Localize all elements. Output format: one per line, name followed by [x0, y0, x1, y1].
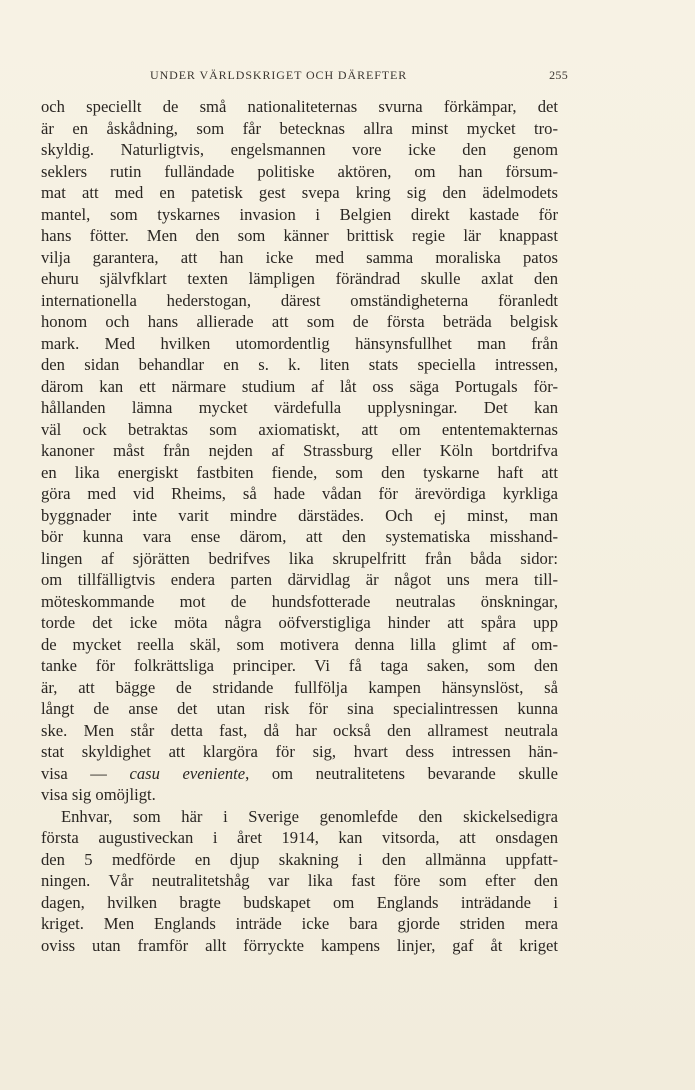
text-line: vilja garantera, att han icke med samma moraliska patos — [41, 247, 558, 267]
text-line: dagen, hvilken bragte budskapet om Englands inträdande i — [41, 892, 558, 912]
text-run: visa — — [41, 763, 130, 783]
text-line: bör kunna vara ense därom, att den systematiska misshand- — [41, 527, 558, 546]
text-line: därom kan ett närmare studium af låt oss säga Portugals för- — [41, 376, 558, 396]
text-line: honom och hans allierade att som de första beträda belgisk — [41, 312, 558, 331]
text-line: är en åskådning, som får betecknas allra minst mycket tro- — [41, 118, 558, 138]
text-line: är, att bägge de stridande fullfölja kampen hänsynslöst, så — [41, 677, 558, 697]
text-line: långt de anse det utan risk för sina specialintressen kunna — [41, 699, 558, 718]
text-line: Enhvar, som här i Sverige genomlefde den skickelsedigra — [61, 806, 558, 826]
running-title: UNDER VÄRLDSKRIGET OCH DÄREFTER — [150, 68, 408, 82]
text-line: de mycket reella skäl, som motivera denna lilla glimt af om- — [41, 634, 558, 654]
text-line: göra med vid Rheims, så hade vådan för ärevördiga kyrkliga — [41, 484, 558, 503]
text-line: lingen af sjörätten bedrifves lika skrupelfritt från båda sidor: — [41, 548, 558, 568]
text-line: ningen. Vår neutralitetshåg var lika fast före som efter den — [41, 871, 558, 890]
running-header — [150, 68, 568, 84]
text-line: ske. Men står detta fast, då har också den allramest neutrala — [41, 720, 558, 740]
text-line: hans fötter. Men den som känner brittisk regie lär knappast — [41, 226, 558, 245]
text-line: första augustiveckan i året 1914, kan vitsorda, att onsdagen — [41, 828, 558, 847]
italic-phrase: casu eveniente — [129, 763, 246, 783]
text-line: den 5 medförde en djup skakning i den allmänna uppfatt- — [41, 849, 558, 869]
text-line: och speciellt de små nationaliteternas svurna förkämpar, det — [41, 97, 558, 116]
text-line: mark. Med hvilken utomordentlig hänsynsfullhet man från — [41, 333, 558, 353]
text-line: en lika energiskt fastbiten fiende, som den tyskarne haft att — [41, 462, 558, 482]
text-line: möteskommande mot de hundsfotterade neutralas önskningar, — [41, 591, 558, 611]
text-line: tanke för folkrättsliga principer. Vi få taga saken, som den — [41, 656, 558, 675]
text-line: stat skyldighet att klargöra för sig, hvart dess intressen hän- — [41, 742, 558, 761]
text-line: hållanden lämna mycket värdefulla upplysningar. Det kan — [41, 398, 558, 417]
text-line: skyldig. Naturligtvis, engelsmannen vore icke den genom — [41, 140, 558, 159]
text-line: seklers rutin fulländade politiske aktören, om han försum- — [41, 161, 558, 181]
text-line: torde det icke möta några oöfverstigliga hinder att spåra upp — [41, 613, 558, 632]
text-line: oviss utan framför allt förryckte kampens linjer, gaf åt kriget — [41, 935, 558, 955]
text-line: kanoner måst från nejden af Strassburg eller Köln bortdrifva — [41, 441, 558, 460]
text-line: byggnader inte varit mindre därstädes. Och ej minst, man — [41, 505, 558, 525]
text-line: internationella hederstogan, därest omständigheterna föranledt — [41, 290, 558, 310]
body-text — [41, 96, 558, 956]
text-line — [41, 763, 558, 785]
text-line: mantel, som tyskarnes invasion i Belgien direkt kastade för — [41, 204, 558, 224]
paragraph-2 — [41, 806, 558, 957]
paragraph-1 — [41, 96, 558, 806]
text-line: mat att med en patetisk gest svepa kring sig den ädelmodets — [41, 183, 558, 202]
text-line: om tillfälligtvis endera parten därvidlag är något uns mera till- — [41, 570, 558, 589]
text-line: den sidan behandlar en s. k. liten stats speciella intressen, — [41, 355, 558, 374]
text-line: visa sig omöjligt. — [41, 785, 156, 804]
text-line: ehuru självfklart texten lämpligen förändrad skulle axlat den — [41, 269, 558, 288]
text-run: , om neutralitetens bevarande skulle — [245, 763, 558, 783]
page-number: 255 — [549, 68, 568, 82]
text-line: kriget. Men Englands inträde icke bara gjorde striden mera — [41, 914, 558, 933]
text-line: väl ock betraktas som axiomatiskt, att om ententemakternas — [41, 419, 558, 439]
